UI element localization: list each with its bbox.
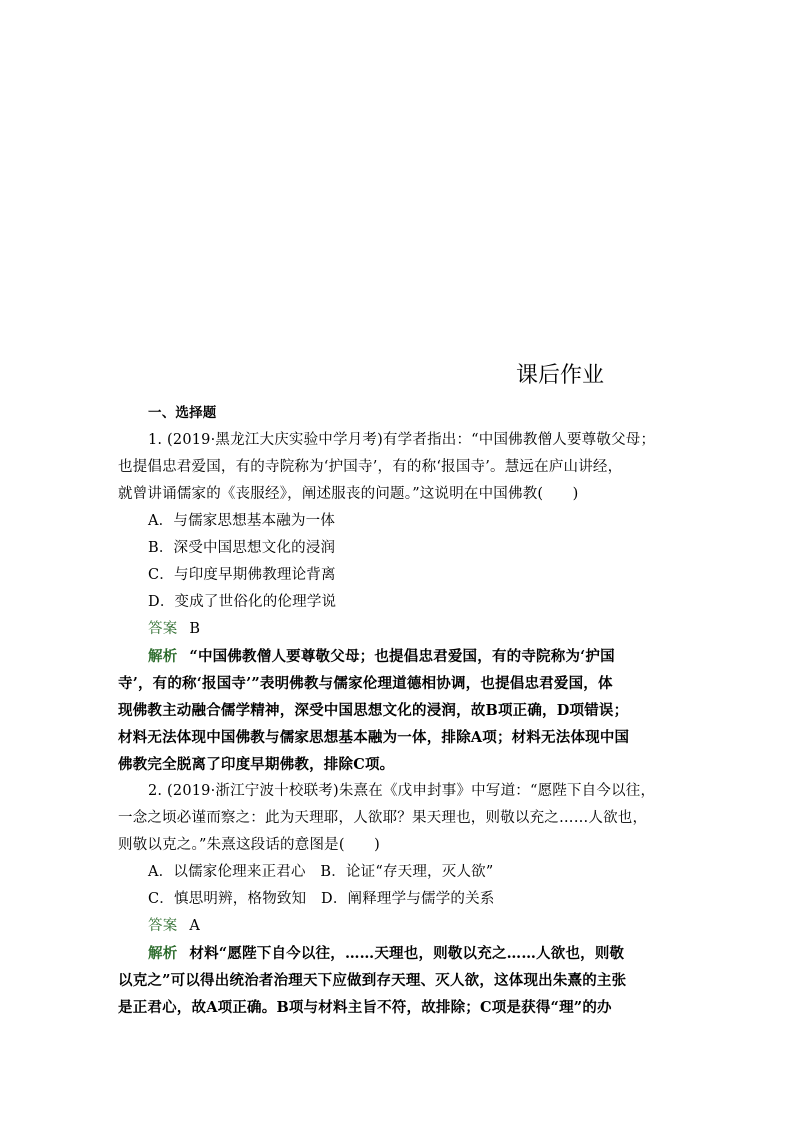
option-a: A．与儒家思想基本融为一体 [148,513,336,529]
option-c: C．与印度早期佛教理论背离 [148,567,336,583]
answer-value: B [189,621,201,637]
analysis-line: 寺’，有的称‘报国寺’”表明佛教与儒家伦理道德相协调，也提倡忠君爱国，体 [118,675,613,692]
question-2 [118,778,678,1021]
section-heading: 一、选择题 [148,405,217,421]
answer-line [118,913,678,940]
analysis-line: 佛教完全脱离了印度早期佛教，排除C项。 [118,756,395,773]
analysis-text: “中国佛教僧人要尊敬父母；也提倡忠君爱国，有的寺院称为‘护国 [189,648,615,665]
question-1 [118,427,678,778]
analysis-line: 现佛教主动融合儒学精神，深受中国思想文化的浸润，故B项正确，D项错误； [118,702,629,719]
analysis-line: 是正君心，故A项正确。B项与材料主旨不符，故排除；C项是获得“理”的办 [118,999,612,1016]
option-b: B．深受中国思想文化的浸润 [148,540,336,556]
answer-label: 答案 [148,918,178,934]
analysis-line [118,940,678,967]
analysis-text: 材料“愿陛下自今以往，……天理也，则敬以充之……人欲也，则敬 [189,945,625,962]
analysis-line: 以克之”可以得出统治者治理天下应做到存天理、灭人欲，这体现出朱熹的主张 [118,972,627,989]
question-stem-line: 2. (2019·浙江宁波十校联考)朱熹在《戊申封事》中写道：“愿陛下自今以往， [148,783,656,799]
question-stem-line: 1. (2019·黑龙江大庆实验中学月考)有学者指出：“中国佛教僧人要尊敬父母； [148,432,656,448]
analysis-line: 材料无法体现中国佛教与儒家思想基本融为一体，排除A项；材料无法体现中国 [118,729,630,746]
question-stem-line: 则敬以克之。”朱熹这段话的意图是( ) [118,837,380,853]
answer-value: A [189,918,201,934]
analysis-label: 解析 [148,649,178,665]
page-title: 课后作业 [516,363,605,388]
answer-line [118,616,678,643]
answer-label: 答案 [148,621,178,637]
question-stem-line: 就曾讲诵儒家的《丧服经》，阐述服丧的问题。”这说明在中国佛教( ) [118,486,579,502]
question-stem-line: 也提倡忠君爱国，有的寺院称为‘护国寺’，有的称‘报国寺’。慧远在庐山讲经， [118,459,623,475]
analysis-line [118,643,678,670]
question-stem-line: 一念之顷必谨而察之：此为天理耶，人欲耶？果天理也，则敬以充之……人欲也， [118,810,648,826]
option-d: D．变成了世俗化的伦理学说 [148,594,337,610]
analysis-label: 解析 [148,946,178,962]
options-cd: C．慎思明辨，格物致知 D．阐释理学与儒学的关系 [148,891,495,907]
document-body [118,400,678,1021]
options-ab: A．以儒家伦理来正君心 B．论证“存天理，灭人欲” [148,864,494,880]
